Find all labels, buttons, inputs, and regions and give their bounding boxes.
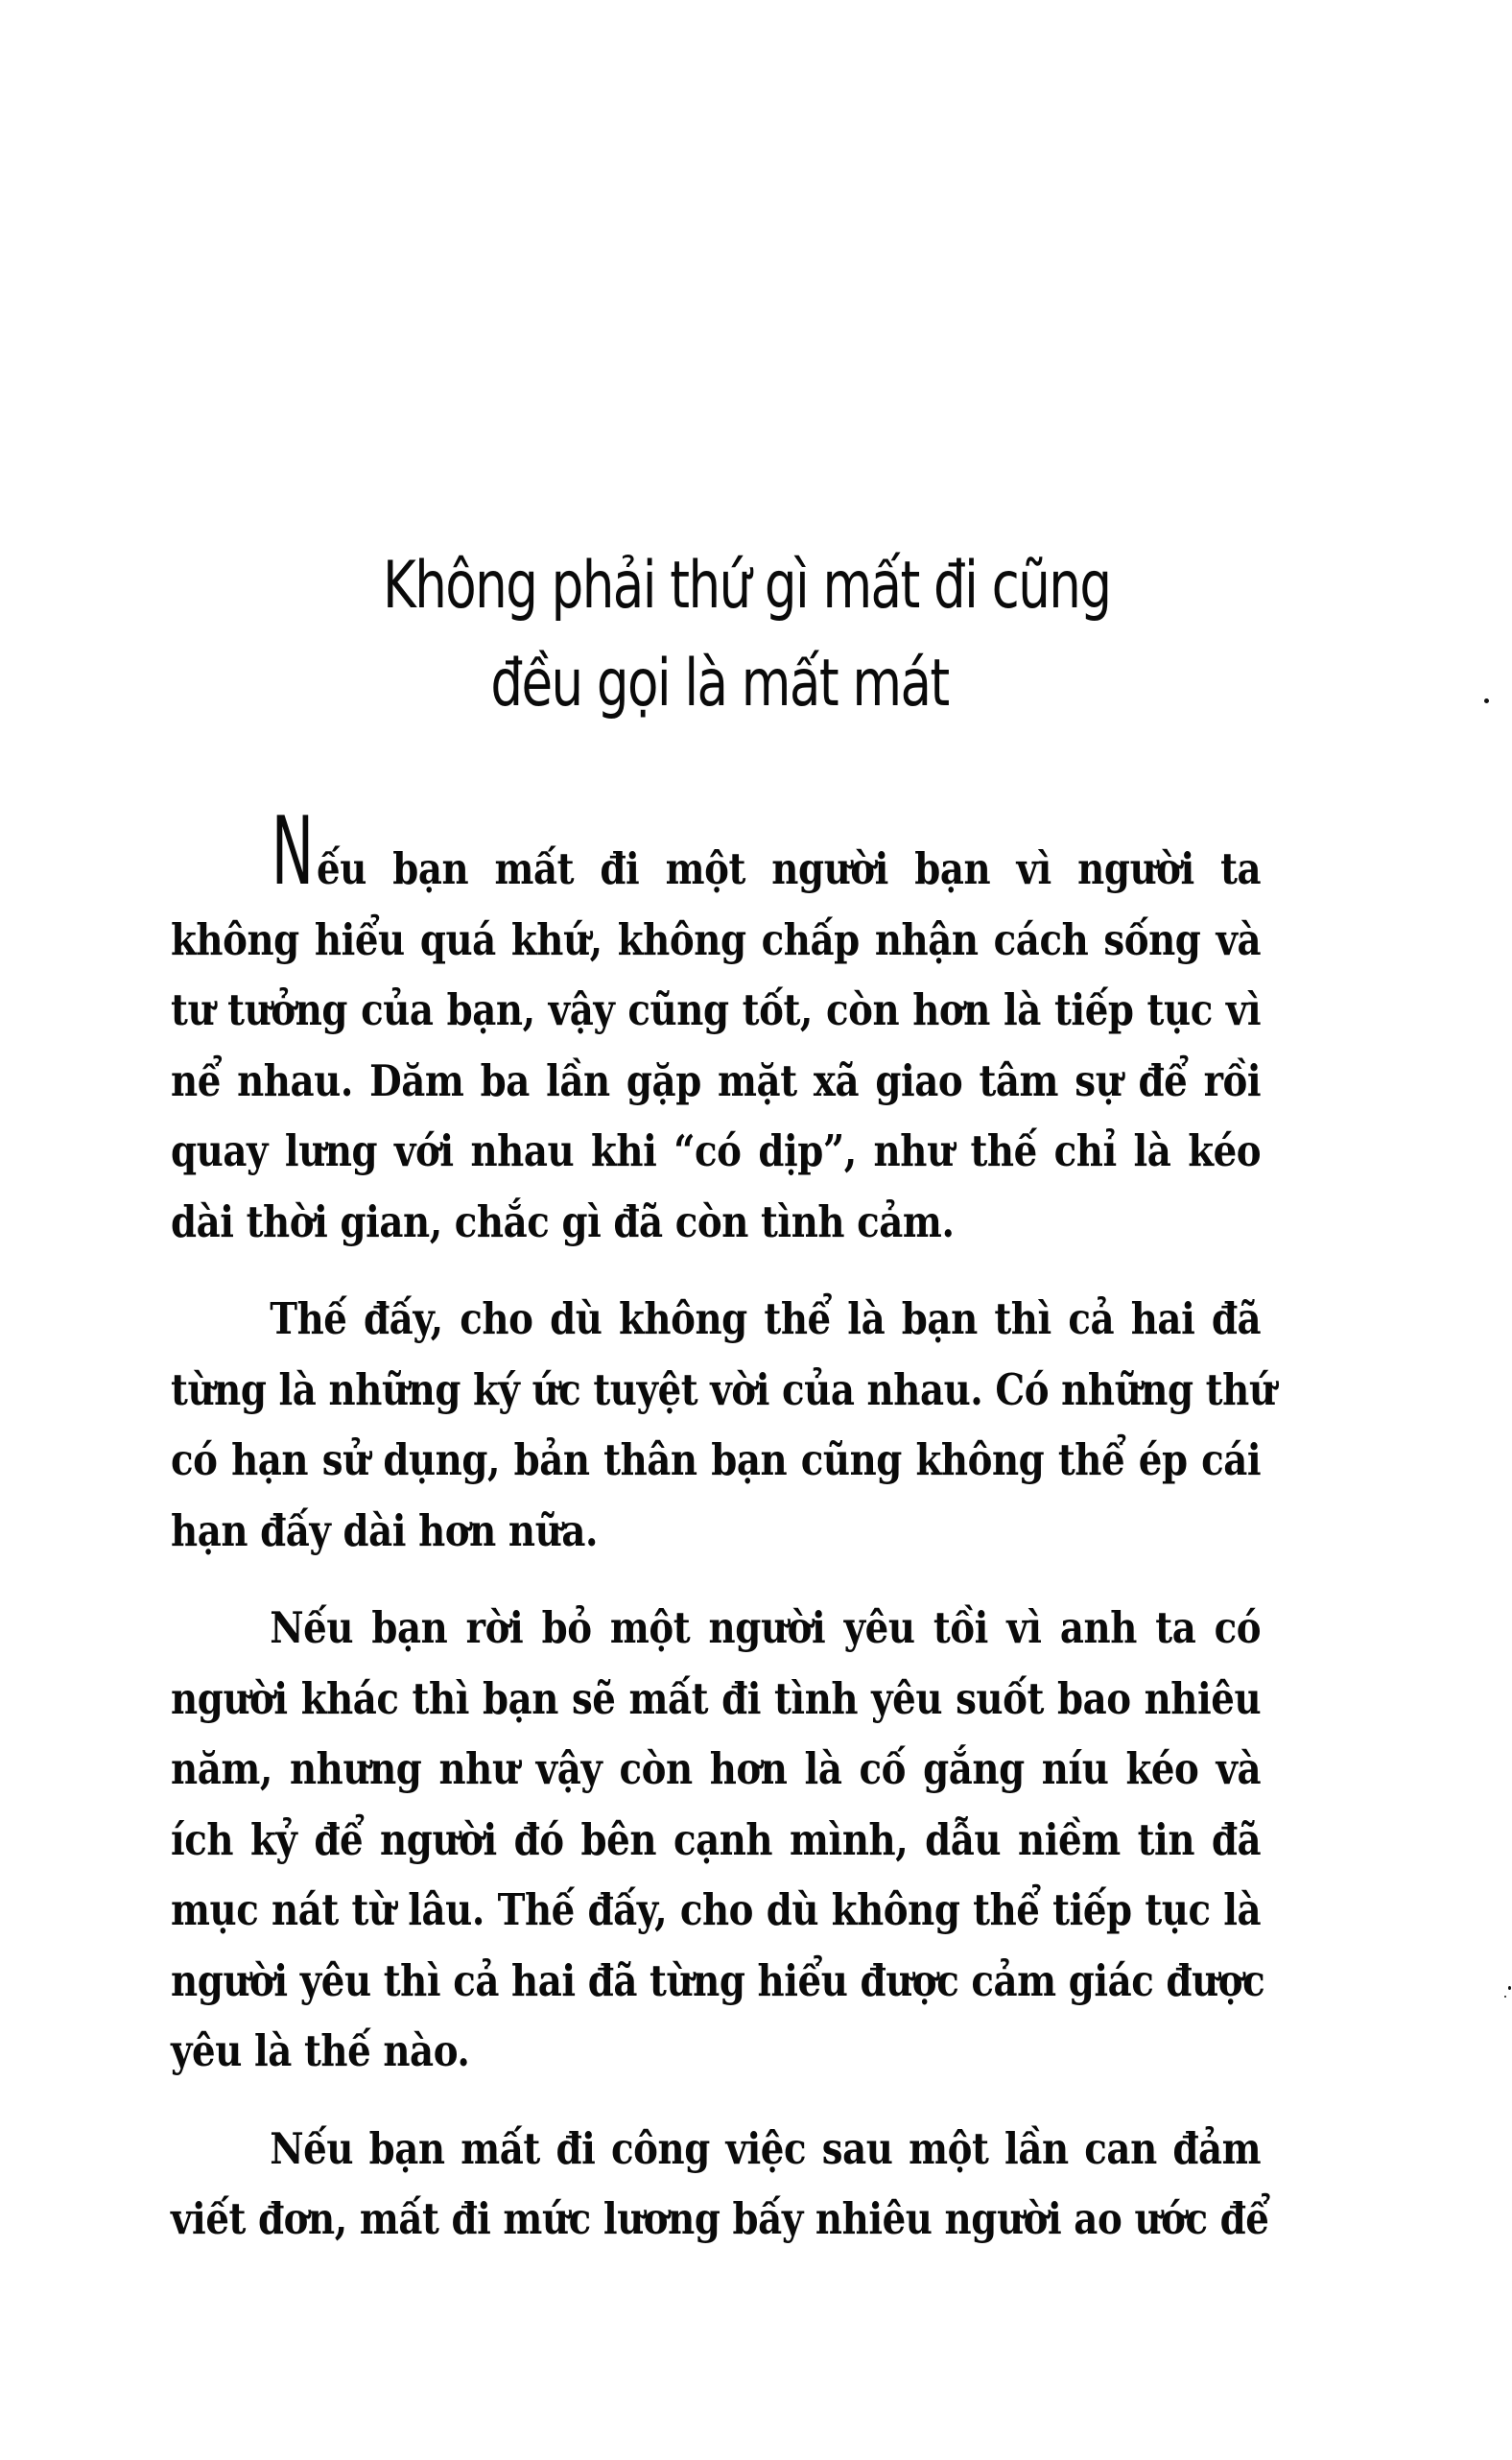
paragraph-2 xyxy=(171,1284,1276,1566)
chapter-title-line-2: đều gọi là mất mát xyxy=(490,646,949,721)
body-text xyxy=(171,797,1276,2282)
text-line: hạn đấy dài hơn nữa. xyxy=(171,1504,599,1556)
text-line: từng là những ký ức tuyệt vời của nhau. Có những thứ xyxy=(171,1363,1276,1415)
chapter-title xyxy=(383,537,1111,733)
text-line: có hạn sử dụng, bản thân bạn cũng không thể ép cái xyxy=(171,1434,1262,1485)
scan-speck xyxy=(1508,1986,1511,1990)
text-line: yêu là thế nào. xyxy=(171,2025,470,2076)
text-line: không hiểu quá khứ, không chấp nhận cách sống và xyxy=(171,913,1262,965)
paragraph-4 xyxy=(171,2114,1269,2255)
text-line: người yêu thì cả hai đã từng hiểu được cảm giác được xyxy=(171,1954,1265,2006)
text-line-content: ếu bạn mất đi một người bạn vì người ta xyxy=(317,843,1262,894)
text-line: nể nhau. Dăm ba lần gặp mặt xã giao tâm sự để rồi xyxy=(171,1054,1262,1106)
text-line: Thế đấy, cho dù không thể là bạn thì cả hai đã xyxy=(270,1293,1262,1344)
text-line: người khác thì bạn sẽ mất đi tình yêu suốt bao nhiêu xyxy=(171,1672,1262,1724)
text-line: mục nát từ lâu. Thế đấy, cho dù không thể tiếp tục là xyxy=(171,1884,1262,1935)
text-line xyxy=(171,797,1262,907)
paragraph-1 xyxy=(171,797,1262,1257)
chapter-title-line-1: Không phải thứ gì mất đi cũng xyxy=(383,548,1111,624)
text-line: Nếu bạn rời bỏ một người yêu tồi vì anh ta có xyxy=(270,1602,1262,1653)
text-line: năm, nhưng như vậy còn hơn là cố gắng níu kéo và xyxy=(171,1743,1262,1794)
text-line: quay lưng với nhau khi “có dịp”, như thế chỉ là kéo xyxy=(171,1125,1262,1176)
scan-speck xyxy=(1484,698,1489,703)
text-line: tư tưởng của bạn, vậy cũng tốt, còn hơn là tiếp tục vì xyxy=(171,984,1262,1035)
scan-speck xyxy=(1504,1996,1506,1998)
drop-cap: N xyxy=(271,797,314,907)
text-line: viết đơn, mất đi mức lương bấy nhiêu người ao ước để xyxy=(171,2193,1269,2244)
paragraph-3 xyxy=(171,1593,1265,2087)
text-line: dài thời gian, chắc gì đã còn tình cảm. xyxy=(171,1195,955,1247)
text-line: Nếu bạn mất đi công việc sau một lần can đảm xyxy=(270,2122,1262,2174)
text-line: ích kỷ để người đó bên cạnh mình, dẫu niềm tin đã xyxy=(171,1813,1262,1865)
